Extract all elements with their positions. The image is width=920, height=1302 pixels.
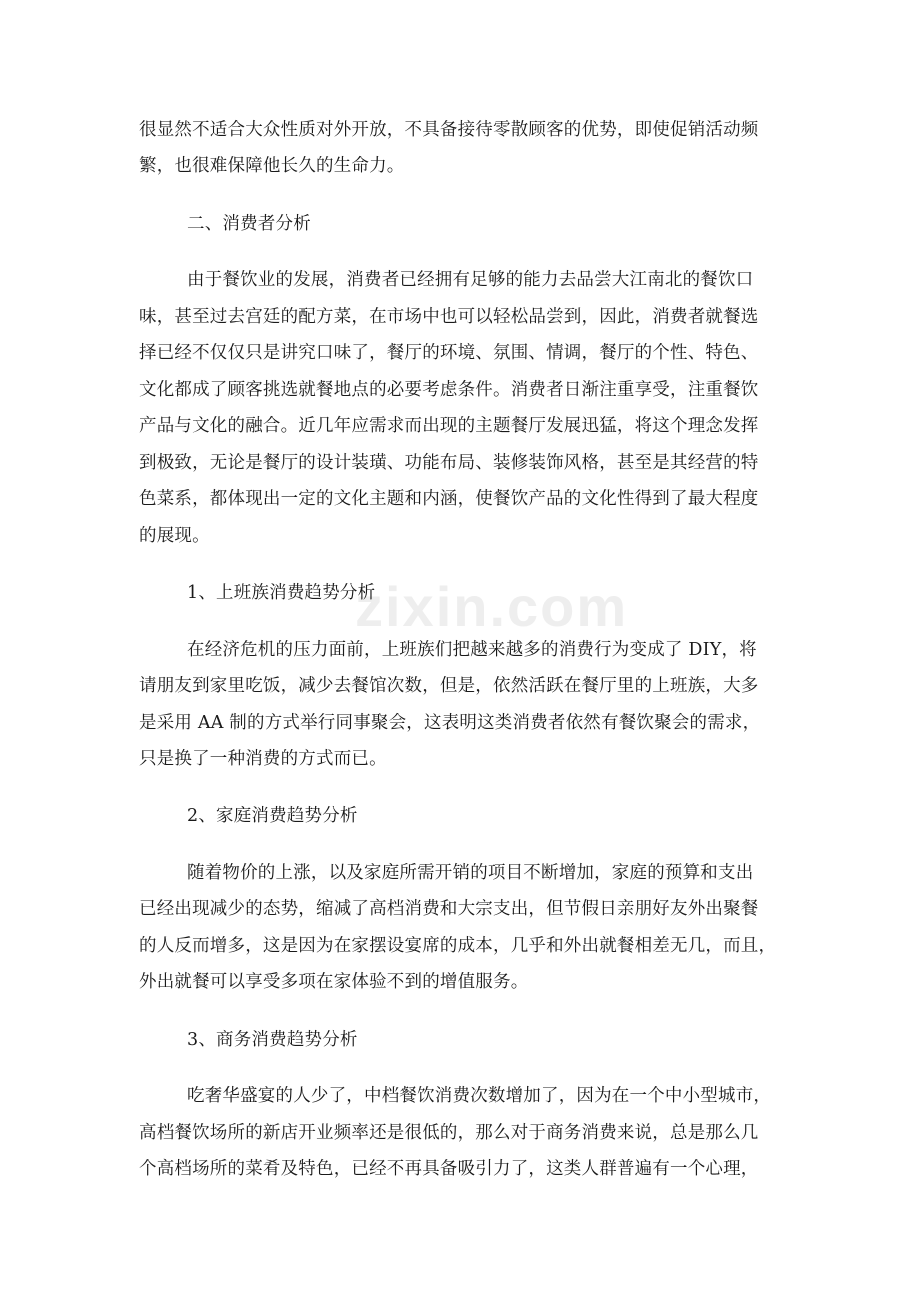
body-line: 择已经不仅仅只是讲究口味了，餐厅的环境、氛围、情调，餐厅的个性、特色、: [139, 343, 759, 363]
subsection-heading: 3、商务消费趋势分析: [187, 1030, 358, 1050]
section-heading: 二、消费者分析: [187, 214, 311, 234]
body-line: 繁，也很难保障他长久的生命力。: [139, 156, 405, 176]
body-line: 色菜系，都体现出一定的文化主题和内涵，使餐饮产品的文化性得到了最大程度: [139, 489, 759, 509]
paragraph-first-line: 吃奢华盛宴的人少了，中档餐饮消费次数增加了，因为在一个中小型城市，: [187, 1086, 772, 1106]
body-line: 味，甚至过去宫廷的配方菜，在市场中也可以轻松品尝到，因此，消费者就餐选: [139, 307, 759, 327]
body-line: 的展现。: [139, 526, 210, 546]
paragraph-first-line: 由于餐饮业的发展，消费者已经拥有足够的能力去品尝大江南北的餐饮口: [187, 270, 754, 290]
watermark: zixin.com: [355, 575, 629, 638]
body-line: 外出就餐可以享受多项在家体验不到的增值服务。: [139, 972, 529, 992]
body-line: 只是换了一种消费的方式而已。: [139, 749, 387, 769]
body-line: 的人反而增多，这是因为在家摆设宴席的成本，几乎和外出就餐相差无几，而且，: [139, 936, 777, 956]
body-line: 高档餐饮场所的新店开业频率还是很低的，那么对于商务消费来说，总是那么几: [139, 1123, 759, 1143]
subsection-heading: 2、家庭消费趋势分析: [187, 806, 358, 826]
paragraph-first-line: 随着物价的上涨，以及家庭所需开销的项目不断增加，家庭的预算和支出: [187, 863, 754, 883]
body-line: 请朋友到家里吃饭，减少去餐馆次数，但是，依然活跃在餐厅里的上班族，大多: [139, 676, 759, 696]
paragraph-first-line: 在经济危机的压力面前，上班族们把越来越多的消费行为变成了 DIY，将: [187, 640, 757, 660]
body-line: 文化都成了顾客挑选就餐地点的必要考虑条件。消费者日渐注重享受，注重餐饮: [139, 380, 759, 400]
subsection-heading: 1、上班族消费趋势分析: [187, 583, 376, 603]
body-line: 很显然不适合大众性质对外开放，不具备接待零散顾客的优势，即使促销活动频: [139, 120, 759, 140]
body-line: 产品与文化的融合。近几年应需求而出现的主题餐厅发展迅猛，将这个理念发挥: [139, 416, 759, 436]
body-line: 个高档场所的菜肴及特色，已经不再具备吸引力了，这类人群普遍有一个心理，: [139, 1159, 759, 1179]
body-line: 到极致，无论是餐厅的设计装璜、功能布局、装修装饰风格，甚至是其经营的特: [139, 453, 759, 473]
body-line: 是采用 AA 制的方式举行同事聚会，这表明这类消费者依然有餐饮聚会的需求，: [139, 713, 761, 733]
body-line: 已经出现减少的态势，缩减了高档消费和大宗支出，但节假日亲朋好友外出聚餐: [139, 899, 759, 919]
